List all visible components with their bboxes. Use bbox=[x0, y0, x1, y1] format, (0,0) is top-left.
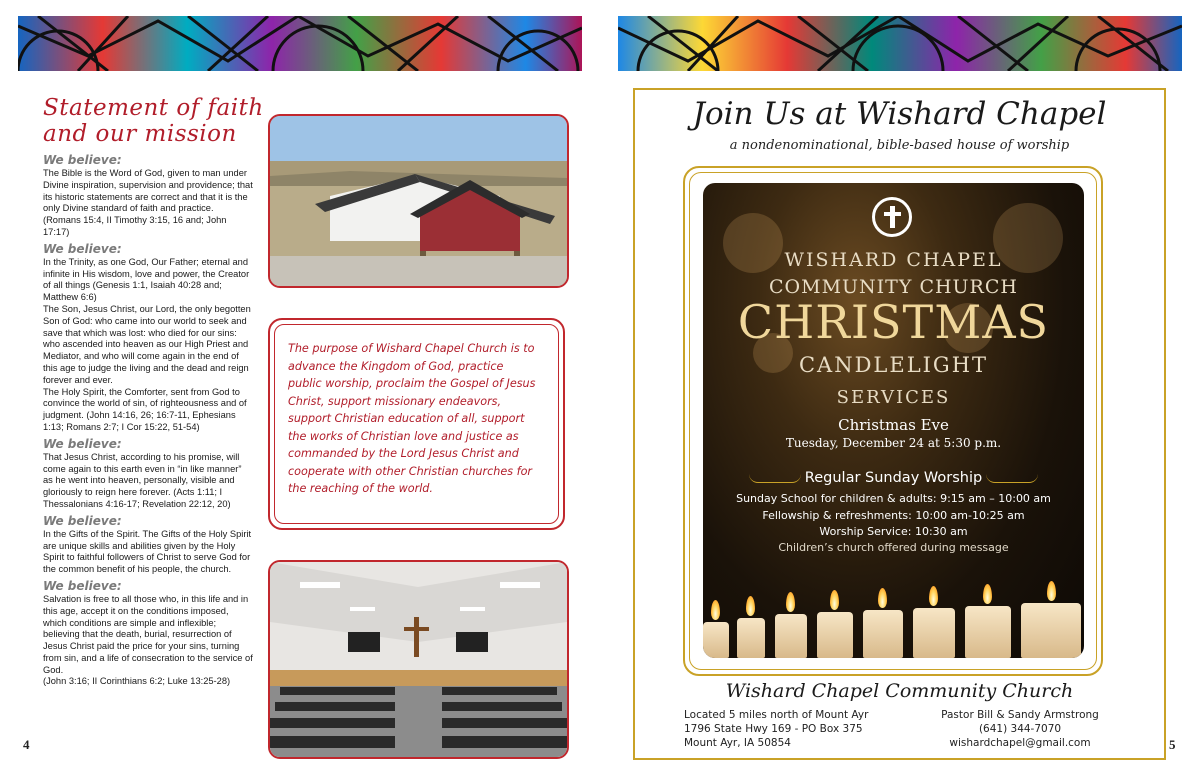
pastor-contact bbox=[925, 708, 1115, 750]
poster-fellowship: Fellowship & refreshments: 10:00 am-10:25 am bbox=[762, 509, 1025, 522]
belief-paragraph: (John 3:16; II Corinthians 6:2; Luke 13:25-28) bbox=[43, 676, 231, 687]
poster-worship-service: Worship Service: 10:30 am bbox=[819, 525, 968, 538]
belief-text bbox=[43, 594, 253, 688]
address-line-1: Located 5 miles north of Mount Ayr bbox=[684, 709, 869, 721]
belief-heading: We believe: bbox=[43, 153, 122, 167]
poster-childrens-church: Children’s church offered during message bbox=[778, 541, 1009, 554]
belief-paragraph: In the Gifts of the Spirit. The Gifts of the Holy Spirit are unique skills and abilities given by the Holy Spirit to faithful followers of Christ to serve God for the common benefit of his people, the church. bbox=[43, 528, 252, 575]
belief-item bbox=[43, 153, 253, 239]
belief-item bbox=[43, 242, 253, 434]
belief-text bbox=[43, 168, 253, 239]
belief-paragraph: That Jesus Christ, according to his promise, will come again to this earth even in “in like manner” as he went into heaven, personally, visible and gloriously to reign here forever. (Acts 1:11; I Thessalonians 4:16-17; Revelation 22:12, 20) bbox=[43, 451, 242, 509]
pastor-email: wishardchapel@gmail.com bbox=[949, 737, 1091, 749]
poster-sunday-school: Sunday School for children & adults: 9:15 am – 10:00 am bbox=[736, 492, 1051, 505]
poster-church-line-2: COMMUNITY CHURCH bbox=[769, 276, 1018, 298]
mission-statement: The purpose of Wishard Chapel Church is to advance the Kingdom of God, practice public worship, proclaim the Gospel of Jesus Christ, support missionary endeavors, support Christian education of all, support the works of Christian love and justice as commanded by the Lord Jesus Christ and cooperate with other Christian churches for the reaching of the world. bbox=[288, 342, 536, 495]
join-us-subtitle: a nondenominational, bible-based house of worship bbox=[729, 138, 1070, 153]
stained-glass-banner-right bbox=[618, 16, 1182, 71]
church-address bbox=[684, 708, 924, 750]
cross-icon bbox=[872, 197, 912, 237]
address-line-3: Mount Ayr, IA 50854 bbox=[684, 737, 791, 749]
stained-glass-banner-left bbox=[18, 16, 582, 71]
statement-of-faith-title bbox=[43, 95, 268, 147]
flourish-left-icon bbox=[749, 474, 801, 483]
belief-paragraph: Salvation is free to all those who, in this life and in this age, accept it on the conditions imposed, which conditions are simple and inflexible; believing that the death, burial, resurrection of Jesus Christ paid the price for your sins, turning from sin, and a life of consecration to the service of God. bbox=[43, 593, 253, 675]
poster-worship-title: Regular Sunday Worship bbox=[804, 470, 983, 486]
poster-worship-heading bbox=[703, 470, 1084, 486]
mission-statement-box bbox=[268, 318, 565, 530]
belief-paragraph: The Holy Spirit, the Comforter, sent from God to convince the world of sin, of righteousness and of judgment. (John 14:16, 26; 16:7-11, Ephesians 1:13; Romans 2:7; I Cor 15:22, 51-54) bbox=[43, 386, 247, 432]
belief-paragraph: The Bible is the Word of God, given to man under Divine inspiration, supervision and providence; that its historic statements are correct and that it is the only Divine standard of faith and practice. (Romans 15:4, II Timothy 3:15, 16 and; John 17:17) bbox=[43, 168, 253, 237]
belief-item bbox=[43, 437, 253, 511]
pastor-name: Pastor Bill & Sandy Armstrong bbox=[941, 709, 1099, 721]
belief-text bbox=[43, 529, 253, 576]
christmas-poster bbox=[703, 183, 1084, 658]
belief-heading: We believe: bbox=[43, 241, 122, 256]
join-us-title: Join Us at Wishard Chapel bbox=[692, 96, 1107, 132]
title-line-1: Statement of faith bbox=[43, 95, 264, 121]
poster-christmas-eve: Christmas Eve bbox=[838, 416, 949, 434]
belief-text bbox=[43, 257, 253, 434]
belief-text bbox=[43, 452, 253, 511]
belief-item bbox=[43, 514, 253, 576]
candles-image bbox=[703, 568, 1084, 658]
flourish-right-icon bbox=[986, 474, 1038, 483]
belief-paragraph: The Son, Jesus Christ, our Lord, the only begotten Son of God: who came into our world to seek and save that which was lost: who died for our sins: who ascended into heaven as our High Priest and Mediator, and who will come again in the end of this age to judge the living and the dead and reign forever and ever. bbox=[43, 303, 251, 385]
pastor-phone: (641) 344-7070 bbox=[978, 723, 1062, 735]
address-line-2: 1796 State Hwy 169 - PO Box 375 bbox=[684, 723, 863, 735]
poster-candlelight: CANDLELIGHT bbox=[798, 353, 989, 377]
page-number-right: 5 bbox=[1169, 737, 1176, 752]
poster-christmas-title: CHRISTMAS bbox=[737, 295, 1050, 349]
beliefs-list bbox=[43, 153, 253, 691]
belief-item bbox=[43, 579, 253, 688]
belief-heading: We believe: bbox=[43, 513, 122, 528]
poster-church-line-1: WISHARD CHAPEL bbox=[784, 249, 1003, 271]
page-number-left: 4 bbox=[23, 737, 30, 752]
church-exterior-photo bbox=[268, 114, 569, 288]
belief-paragraph: In the Trinity, as one God, Our Father; eternal and infinite in His wisdom, love and power, the Creator of all things (Genesis 1:1, Isaiah 40:28 and; Matthew 6:6) bbox=[43, 256, 250, 303]
belief-heading: We believe: bbox=[43, 578, 122, 593]
poster-christmas-eve-date: Tuesday, December 24 at 5:30 p.m. bbox=[785, 436, 1002, 450]
church-name: Wishard Chapel Community Church bbox=[725, 680, 1074, 702]
poster-services: SERVICES bbox=[836, 387, 951, 408]
title-line-2: and our mission bbox=[43, 121, 237, 147]
church-interior-photo bbox=[268, 560, 569, 759]
belief-heading: We believe: bbox=[43, 436, 122, 451]
